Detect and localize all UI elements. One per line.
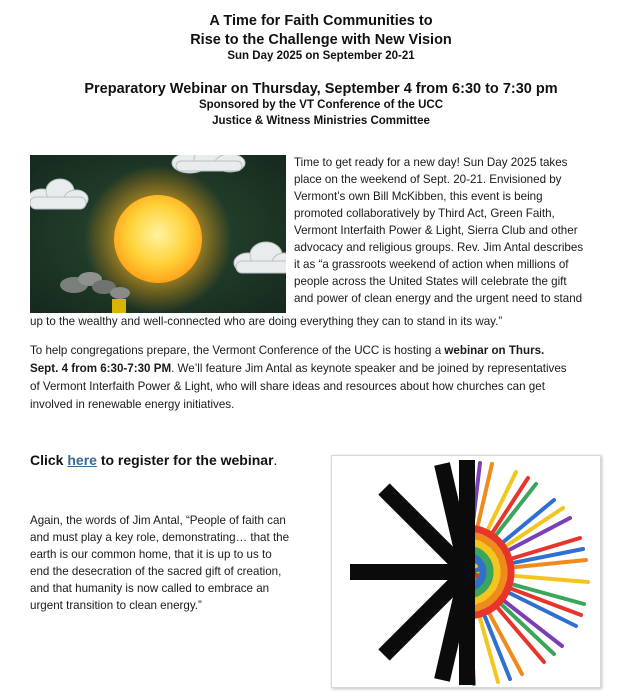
register-period: .: [273, 452, 278, 468]
sun-illustration: [30, 155, 286, 313]
intro-line: Vermont’s own Bill McKibben, this event is being: [294, 190, 543, 203]
intro-line: promoted collaboratively by Third Act, Green Faith,: [294, 207, 555, 220]
intro-line: advocacy and religious groups. Rev. Jim Antal describes: [294, 241, 584, 254]
quote-line: end the desecration of the sacred gift of creation,: [30, 565, 282, 578]
intro-line: Time to get ready for a new day! Sun Day 2025 takes: [294, 156, 568, 169]
register-line: [30, 452, 277, 468]
sponsor-line-2: Justice & Witness Ministries Committee: [212, 115, 430, 127]
sponsor-line-1: Sponsored by the VT Conference of the UCC: [198, 99, 444, 111]
title-line-1: A Time for Faith Communities to: [209, 13, 433, 29]
help-line-4: involved in renewable energy initiatives.: [30, 398, 235, 411]
intro-line: place on the weekend of Sept. 20-21. Envisioned by: [294, 173, 562, 186]
intro-line: it as “a grassroots weekend of action when millions of: [294, 258, 569, 271]
help-line-2: [30, 360, 567, 377]
intro-line: and power of clean energy and the urgent need to stand: [294, 292, 583, 305]
help-line-2-text: . We’ll feature Jim Antal as keynote speaker and be joined by representatives: [171, 362, 567, 375]
black-starburst: [350, 464, 467, 680]
logo-svg: [332, 456, 601, 688]
quote-line: urgent transition to clean energy.”: [30, 599, 202, 612]
help-line-1: [30, 342, 544, 359]
intro-line: people across the United States will celebrate the gift: [294, 275, 567, 288]
help-line-3: of Vermont Interfaith Power & Light, who will share ideas and resources about how churches can get: [30, 380, 545, 393]
register-link[interactable]: here: [67, 452, 97, 468]
help-date-bold: Sept. 4 from 6:30-7:30 PM: [30, 362, 172, 375]
webinar-title: Preparatory Webinar on Thursday, September 4 from 6:30 to 7:30 pm: [84, 81, 558, 97]
sun-core: [114, 195, 202, 283]
quote-line: earth is our common home, that it is up to us to: [30, 548, 272, 561]
intro-last-line: up to the wealthy and well-connected who are doing everything they can to stand in its way.”: [30, 315, 503, 328]
help-line-1-text: To help congregations prepare, the Vermont Conference of the UCC is hosting a: [30, 344, 445, 357]
sun-svg: [30, 155, 286, 313]
cloud-top-right: [172, 155, 245, 173]
title-line-2: Rise to the Challenge with New Vision: [190, 32, 452, 48]
quote-line: Again, the words of Jim Antal, “People of faith can: [30, 514, 286, 527]
intro-line: Vermont Interfaith Power & Light, Sierra Club and other: [294, 224, 578, 237]
register-post: to register for the webinar: [96, 452, 274, 468]
sun-day-logo: [331, 455, 601, 688]
quote-line: and that humanity is now called to embrace an: [30, 582, 270, 595]
register-pre: Click: [30, 452, 68, 468]
subtitle: Sun Day 2025 on September 20-21: [227, 50, 415, 62]
center-bar: [459, 460, 475, 685]
quote-line: and must play a key role, demonstrating… that the: [30, 531, 290, 544]
help-webinar-bold: webinar on Thurs.: [444, 344, 545, 357]
